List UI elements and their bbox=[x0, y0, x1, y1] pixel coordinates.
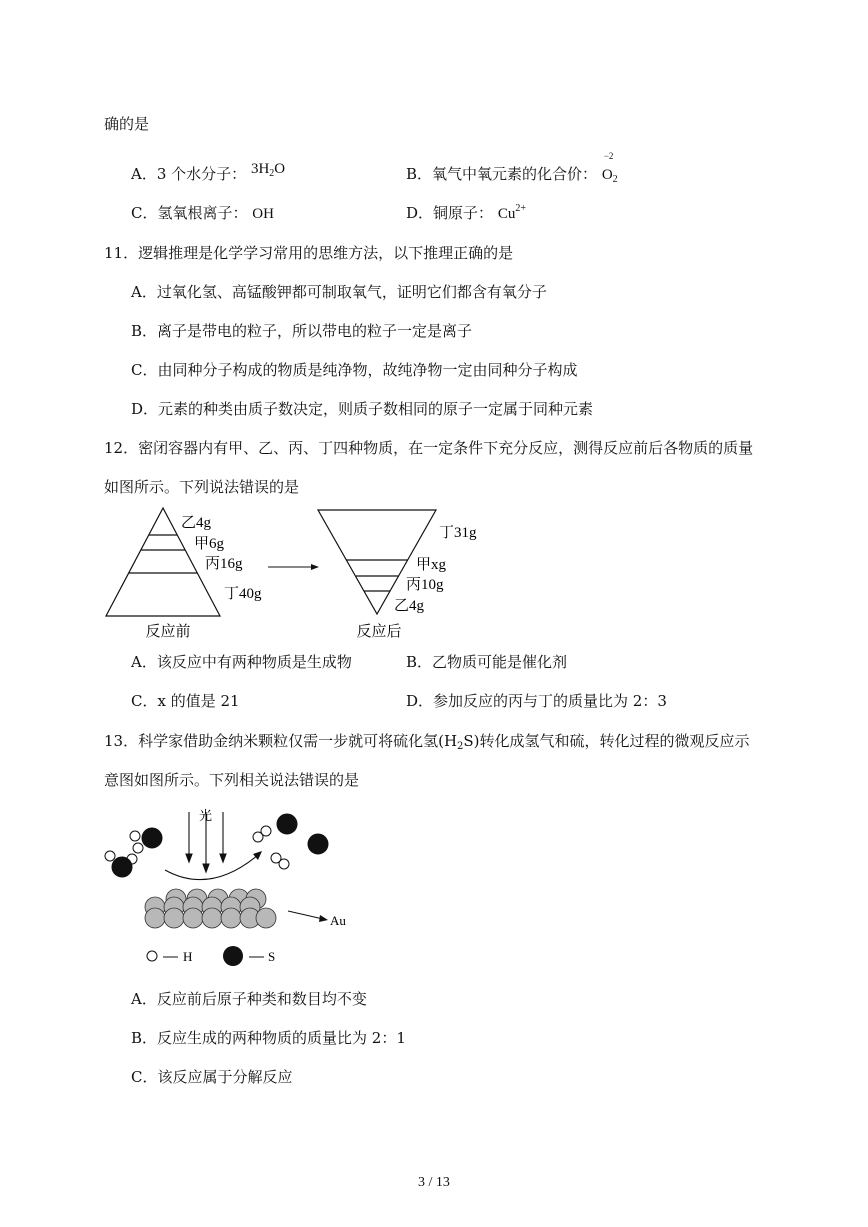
q11-option-b: B．离子是带电的粒子，所以带电的粒子一定是离子 bbox=[131, 322, 473, 340]
q13-option-a: A．反应前后原子种类和数目均不变 bbox=[131, 990, 367, 1008]
q12-option-d: D．参加反应的丙与丁的质量比为 2：3 bbox=[406, 692, 667, 710]
formula-part: Cu bbox=[497, 206, 516, 222]
q11-stem: 11．逻辑推理是化学学习常用的思维方法，以下推理正确的是 bbox=[104, 244, 514, 262]
h2s-molecules bbox=[105, 828, 162, 877]
formula-superscript: 2+ bbox=[515, 203, 526, 214]
q10-stem-tail: 确的是 bbox=[104, 115, 150, 133]
reaction-arrow bbox=[268, 564, 319, 570]
q12-option-b: B．乙物质可能是催化剂 bbox=[406, 653, 568, 671]
legend-s-label: S bbox=[268, 949, 276, 964]
formula-part: O bbox=[601, 167, 613, 183]
valence-mark: −2 bbox=[603, 151, 614, 161]
au-pointer-head bbox=[319, 915, 328, 922]
before-label-bing: 丙16g bbox=[205, 556, 243, 572]
stem-part: S)转化成氢气和硫，转化过程的微观反应示 bbox=[463, 732, 750, 750]
q12-option-a: A．该反应中有两种物质是生成物 bbox=[131, 653, 352, 671]
after-label-ding: 丁31g bbox=[439, 525, 477, 541]
q10-option-d-label: D．铜原子： bbox=[406, 204, 494, 222]
before-label-jia: 甲6g bbox=[194, 536, 225, 552]
curved-arrow-head bbox=[253, 851, 262, 860]
before-label-yi: 乙4g bbox=[181, 515, 212, 531]
stem-subscript: 2 bbox=[457, 741, 464, 752]
formula-part: O bbox=[274, 161, 286, 177]
q10-option-c-formula: OH bbox=[252, 206, 274, 222]
curved-arrow bbox=[165, 855, 258, 880]
page-number: 3 / 13 bbox=[418, 1175, 450, 1190]
after-label-yi: 乙4g bbox=[394, 598, 425, 614]
q12-option-c: C．x 的值是 21 bbox=[131, 692, 240, 710]
after-caption: 反应后 bbox=[356, 624, 402, 640]
au-label: Au bbox=[330, 913, 346, 928]
q13-stem-line1 bbox=[104, 731, 750, 751]
before-caption: 反应前 bbox=[145, 624, 191, 640]
formula-subscript: 2 bbox=[612, 174, 618, 185]
q13-option-c: C．该反应属于分解反应 bbox=[131, 1068, 293, 1086]
q11-option-d: D．元素的种类由质子数决定，则质子数相同的原子一定属于同种元素 bbox=[131, 400, 594, 418]
q10-option-a-label: A．3 个水分子： bbox=[131, 165, 247, 183]
q13-reaction-diagram bbox=[0, 800, 868, 975]
light-label: 光 bbox=[199, 808, 213, 823]
q13-option-b: B．反应生成的两种物质的质量比为 2：1 bbox=[131, 1029, 406, 1047]
au-pointer bbox=[288, 911, 323, 919]
q10-option-c-label: C．氢氧根离子： bbox=[131, 204, 248, 222]
formula-part: 3H bbox=[250, 161, 270, 177]
stem-part: 13．科学家借助金纳米颗粒仅需一步就可将硫化氢(H bbox=[104, 732, 458, 750]
q10-option-b-label: B．氧气中氧元素的化合价： bbox=[406, 165, 598, 183]
legend-h-atom bbox=[147, 951, 157, 961]
legend-s-atom bbox=[223, 946, 243, 966]
q13-stem-line2: 意图如图所示。下列相关说法错误的是 bbox=[104, 771, 360, 789]
q11-option-c: C．由同种分子构成的物质是纯净物，故纯净物一定由同种分子构成 bbox=[131, 361, 578, 379]
gold-lattice bbox=[145, 889, 276, 928]
q12-stem-line1: 12．密闭容器内有甲、乙、丙、丁四种物质，在一定条件下充分反应，测得反应前后各物质的质量 bbox=[104, 439, 754, 457]
after-label-bing: 丙10g bbox=[406, 577, 444, 593]
q11-option-a: A．过氧化氢、高锰酸钾都可制取氧气，证明它们都含有氧分子 bbox=[131, 283, 547, 301]
formula-subscript: 2 bbox=[269, 168, 275, 179]
q12-stem-line2: 如图所示。下列说法错误的是 bbox=[104, 478, 300, 496]
product-molecules bbox=[253, 814, 328, 869]
before-label-ding: 丁40g bbox=[224, 586, 262, 602]
legend-h-label: H bbox=[183, 949, 193, 964]
after-label-jia: 甲xg bbox=[416, 557, 447, 573]
